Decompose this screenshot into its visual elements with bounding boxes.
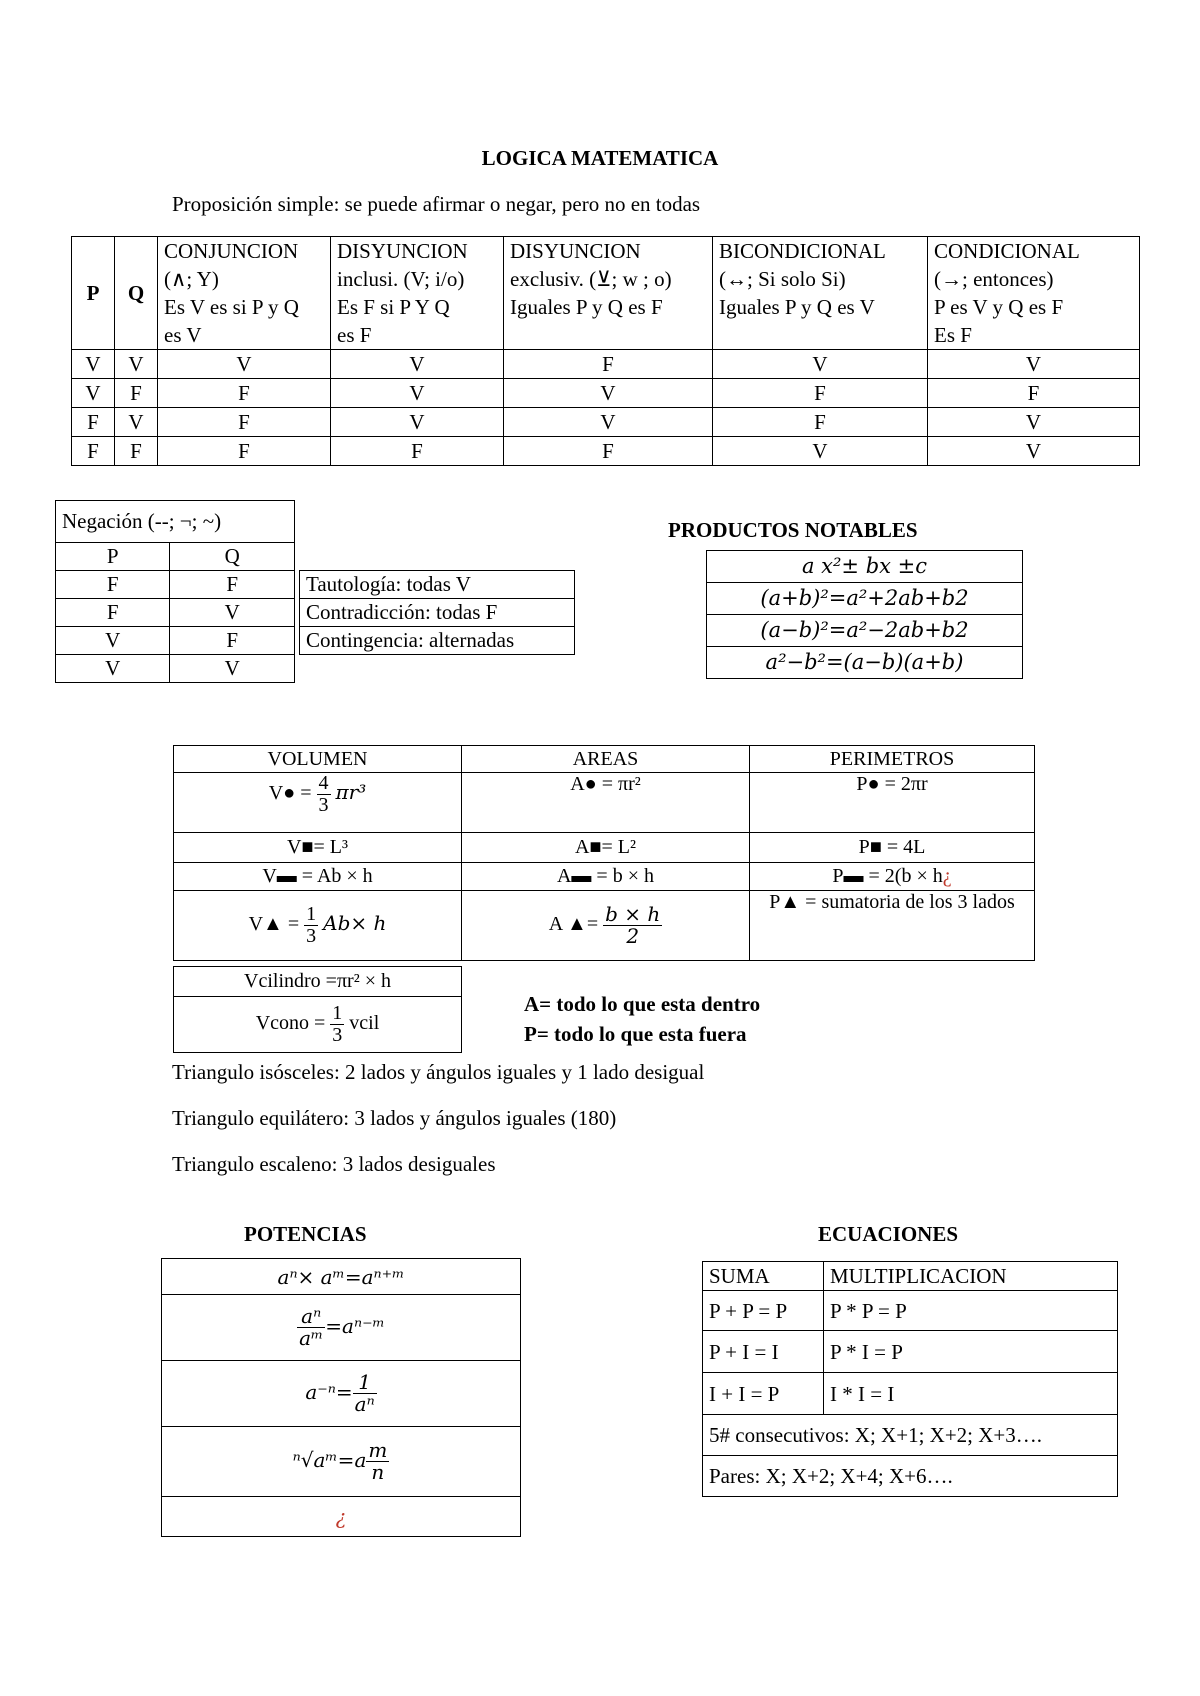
- productos-table: [706, 550, 1023, 679]
- table-cell: V: [170, 599, 295, 627]
- note-perimetro: P= todo lo que esta fuera: [524, 1022, 747, 1046]
- potencias-table: [161, 1258, 521, 1537]
- note-tautologia: Tautología: todas V: [300, 571, 575, 599]
- note-pares: Pares: X; X+2; X+4; X+6….: [703, 1456, 1118, 1497]
- table-cell: F: [115, 379, 158, 408]
- logic-notes-table: [299, 570, 575, 655]
- table-cell: F: [331, 437, 504, 466]
- table-cell: V: [56, 655, 170, 683]
- table-cell: V: [115, 350, 158, 379]
- table-cell: F: [158, 437, 331, 466]
- negation-table: [55, 500, 295, 683]
- header-areas: AREAS: [462, 746, 750, 773]
- volumen-cubo: V■= L³: [174, 833, 462, 863]
- productos-title: PRODUCTOS NOTABLES: [668, 518, 918, 542]
- table-cell: F: [713, 379, 928, 408]
- volumen-esfera: V● = $\frac{4}{3}$ πr³: [174, 773, 462, 833]
- table-cell: P + I = I: [703, 1331, 824, 1373]
- header-disyuncion-inclusiva: DISYUNCION inclusi. (V; i/o) Es F si P Y Q es F: [331, 237, 504, 350]
- table-cell: V: [56, 627, 170, 655]
- area-triangulo: A ▲= $\frac{b \times h}{2}$: [462, 891, 750, 961]
- potencia-raiz: ⁿ√aᵐ=a $\frac{m}{n}$: [162, 1427, 521, 1497]
- header-conjuncion: CONJUNCION (∧; Y) Es V es si P y Q es V: [158, 237, 331, 350]
- table-cell: F: [170, 571, 295, 599]
- ecuaciones-title: ECUACIONES: [818, 1222, 959, 1246]
- table-row: [72, 379, 1140, 408]
- table-cell: F: [56, 599, 170, 627]
- negation-col-q: Q: [170, 543, 295, 571]
- table-cell: V: [170, 655, 295, 683]
- header-multiplicacion: MULTIPLICACION: [824, 1262, 1118, 1291]
- negation-header: Negación (--; ¬; ~): [56, 501, 295, 543]
- header-p: P: [72, 237, 115, 350]
- table-cell: V: [928, 408, 1140, 437]
- table-cell: F: [928, 379, 1140, 408]
- perimetro-triangulo: P▲ = sumatoria de los 3 lados: [750, 891, 1035, 961]
- table-cell: V: [72, 350, 115, 379]
- note-contingencia: Contingencia: alternadas: [300, 627, 575, 655]
- volumen-prisma: V▬ = Ab × h: [174, 863, 462, 891]
- table-cell: F: [504, 350, 713, 379]
- volumen-piramide: V▲ = $\frac{1}{3}$ Ab× h: [174, 891, 462, 961]
- header-q: Q: [115, 237, 158, 350]
- table-cell: V: [331, 379, 504, 408]
- table-row: [72, 437, 1140, 466]
- perimetro-rectangulo: P▬ = 2(b × h¿: [750, 863, 1035, 891]
- table-cell: F: [115, 437, 158, 466]
- table-row: [72, 350, 1140, 379]
- area-cuadrado: A■= L²: [462, 833, 750, 863]
- ecuaciones-table: [702, 1261, 1118, 1497]
- table-cell: P * P = P: [824, 1291, 1118, 1331]
- table-cell: V: [331, 408, 504, 437]
- perimetro-cuadrado: P■ = 4L: [750, 833, 1035, 863]
- potencia-cociente: $\frac{\text{aⁿ}}{\text{aᵐ}}$ =aⁿ⁻ᵐ: [162, 1295, 521, 1361]
- header-volumen: VOLUMEN: [174, 746, 462, 773]
- header-suma: SUMA: [703, 1262, 824, 1291]
- potencia-ilegible: ¿: [162, 1497, 521, 1537]
- header-perimetros: PERIMETROS: [750, 746, 1035, 773]
- table-cell: V: [713, 350, 928, 379]
- table-cell: V: [115, 408, 158, 437]
- volumen-cilindro: Vcilindro =πr² × h: [174, 967, 462, 997]
- note-contradiccion: Contradicción: todas F: [300, 599, 575, 627]
- header-disyuncion-exclusiva: DISYUNCION exclusiv. (⊻; w ; o) Iguales P y Q es F: [504, 237, 713, 350]
- triangle-escaleno: Triangulo escaleno: 3 lados desiguales: [172, 1152, 496, 1176]
- geometry-table: [173, 745, 1035, 961]
- area-perimeter-notes: [524, 989, 760, 1049]
- table-cell: V: [928, 350, 1140, 379]
- table-cell: F: [504, 437, 713, 466]
- triangle-isosceles: Triangulo isósceles: 2 lados y ángulos iguales y 1 lado desigual: [172, 1060, 705, 1084]
- triangle-equilatero: Triangulo equilátero: 3 lados y ángulos iguales (180): [172, 1106, 617, 1130]
- table-cell: V: [331, 350, 504, 379]
- producto-formula: a x²± bx ±c: [707, 551, 1023, 583]
- perimetro-circulo: P● = 2πr: [750, 773, 1035, 833]
- table-cell: V: [713, 437, 928, 466]
- header-condicional: CONDICIONAL (→; entonces) P es V y Q es F Es F: [928, 237, 1140, 350]
- intro-text: Proposición simple: se puede afirmar o negar, pero no en todas: [172, 192, 701, 216]
- table-cell: F: [56, 571, 170, 599]
- table-cell: I * I = I: [824, 1373, 1118, 1415]
- volumen-cono: Vcono = $\frac{1}{3}$ vcil: [174, 997, 462, 1053]
- table-cell: F: [713, 408, 928, 437]
- header-bicondicional: BICONDICIONAL (↔; Si solo Si) Iguales P y Q es V: [713, 237, 928, 350]
- table-cell: P * I = P: [824, 1331, 1118, 1373]
- potencia-producto: aⁿ× aᵐ=aⁿ⁺ᵐ: [162, 1259, 521, 1295]
- potencia-negativa: a⁻ⁿ= $\frac{1}{\text{aⁿ}}$: [162, 1361, 521, 1427]
- note-area: A= todo lo que esta dentro: [524, 992, 761, 1016]
- table-cell: F: [158, 408, 331, 437]
- table-cell: V: [72, 379, 115, 408]
- note-consecutivos: 5# consecutivos: X; X+1; X+2; X+3….: [703, 1415, 1118, 1456]
- table-row: [72, 408, 1140, 437]
- table-cell: F: [170, 627, 295, 655]
- table-cell: F: [158, 379, 331, 408]
- area-rectangulo: A▬ = b × h: [462, 863, 750, 891]
- negation-col-p: P: [56, 543, 170, 571]
- table-cell: V: [928, 437, 1140, 466]
- table-cell: V: [158, 350, 331, 379]
- producto-formula: (a−b)²=a²−2ab+b2: [707, 615, 1023, 647]
- page-title: LOGICA MATEMATICA: [481, 146, 719, 170]
- potencias-title: POTENCIAS: [244, 1222, 367, 1246]
- table-cell: P + P = P: [703, 1291, 824, 1331]
- table-cell: V: [504, 408, 713, 437]
- table-cell: I + I = P: [703, 1373, 824, 1415]
- area-circulo: A● = πr²: [462, 773, 750, 833]
- cylinder-cone-table: [173, 966, 462, 1053]
- table-cell: V: [504, 379, 713, 408]
- table-cell: F: [72, 437, 115, 466]
- table-cell: F: [72, 408, 115, 437]
- truth-table-header-row: [72, 237, 1140, 350]
- producto-formula: a²−b²=(a−b)(a+b): [707, 647, 1023, 679]
- truth-table: [71, 236, 1140, 466]
- producto-formula: (a+b)²=a²+2ab+b2: [707, 583, 1023, 615]
